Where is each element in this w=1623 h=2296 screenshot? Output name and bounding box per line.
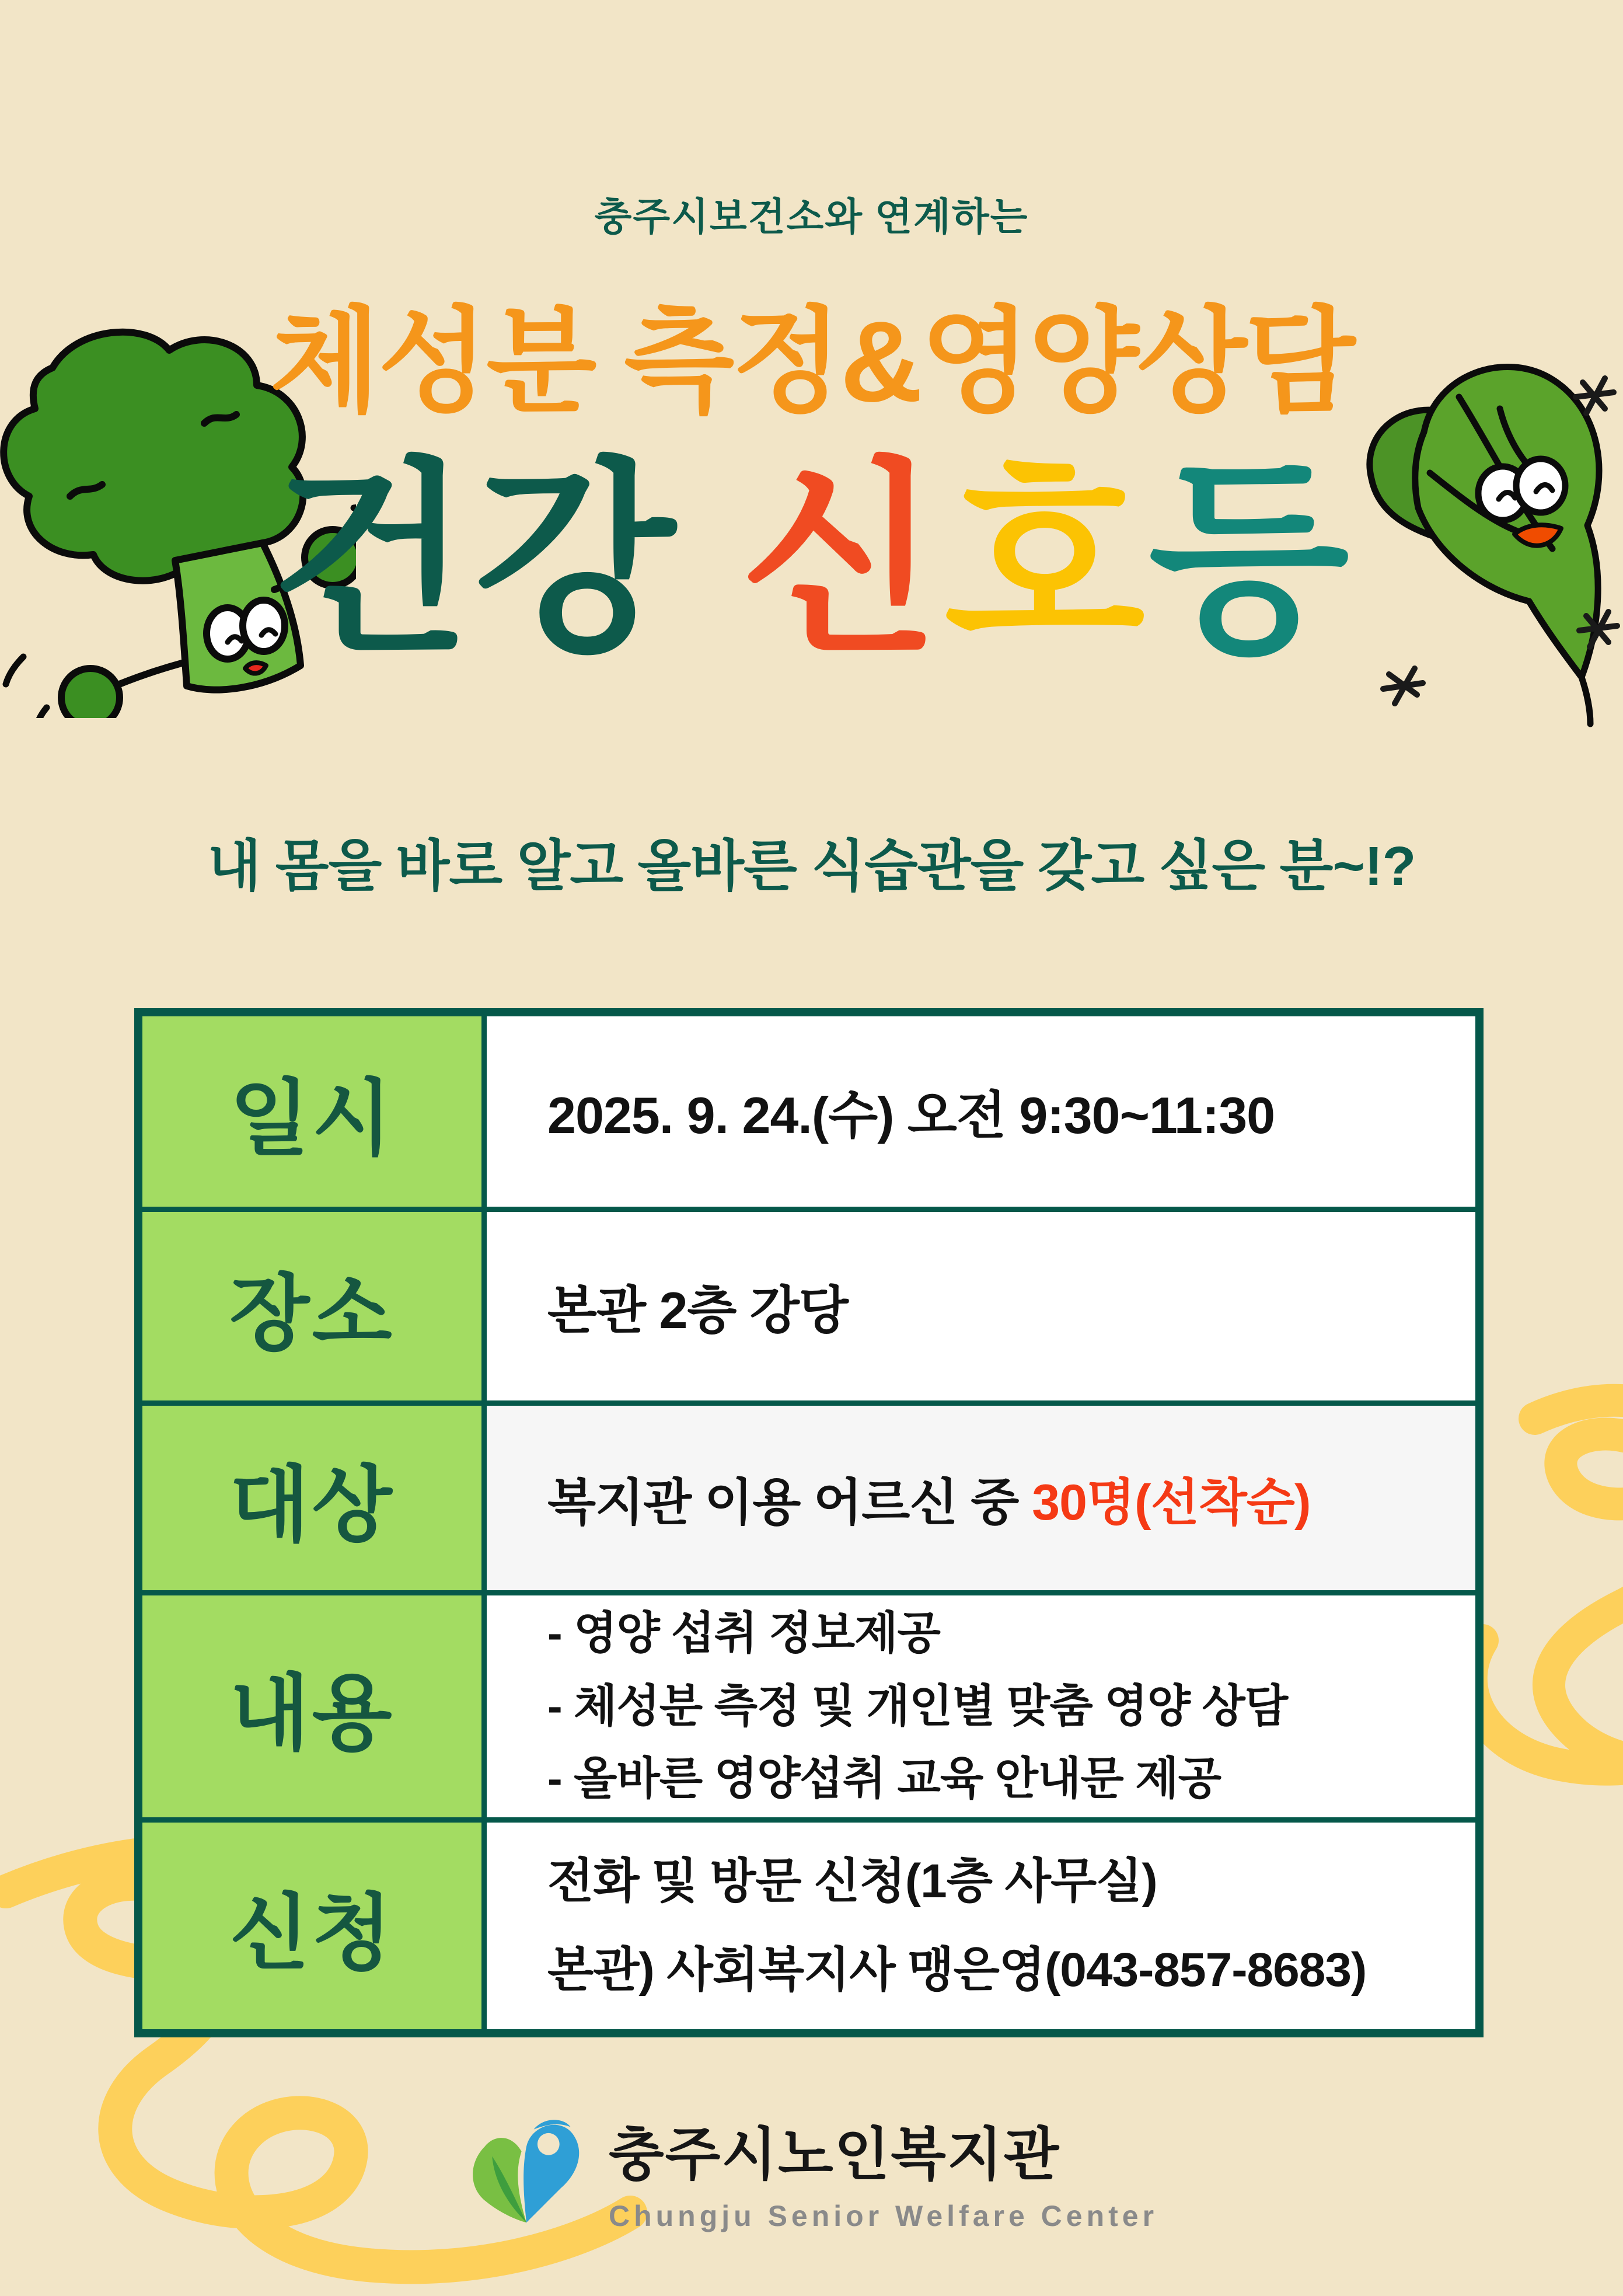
footer-logo: [0, 2109, 1623, 2233]
main-title-char-sin: 신: [740, 445, 944, 677]
row-value-datetime: [487, 1016, 1475, 1207]
target-value-prefix: 복지관 이용 어르신 중: [547, 1475, 1032, 1531]
row-value-apply: [487, 1823, 1475, 2029]
row-value-place: [487, 1212, 1475, 1400]
row-label-apply: 신청: [142, 1823, 487, 2029]
apply-line-2: 본관) 사회복지사 맹은영(043-857-8683): [547, 1943, 1367, 1997]
main-title-word-health: 건강: [270, 445, 679, 677]
row-label-contents: 내용: [142, 1595, 487, 1817]
main-title-char-deung: 등: [1148, 445, 1353, 677]
contents-line-1: - 영양 섭취 정보제공: [547, 1608, 940, 1659]
main-title-char-ho: 호: [944, 445, 1149, 677]
lead-text: 내 몸을 바로 알고 올바른 식습관을 갖고 싶은 분~!?: [207, 835, 1416, 897]
table-row-apply: [142, 1823, 1475, 2029]
contents-line-2: - 체성분 측정 및 개인별 맞춤 영양 상담: [547, 1681, 1288, 1731]
target-value: [547, 1462, 1458, 1534]
table-row-datetime: [142, 1016, 1475, 1212]
tagline: 충주시보건소와 연계하는: [594, 195, 1029, 238]
place-value: 본관 2층 강당: [547, 1281, 848, 1339]
org-name-korean: 충주시노인복지관: [608, 2122, 1060, 2186]
row-value-contents: [487, 1595, 1475, 1817]
row-label-target: 대상: [142, 1406, 487, 1590]
table-row-target: [142, 1406, 1475, 1595]
org-name-english: Chungju Senior Welfare Center: [608, 2200, 1158, 2232]
org-names: [609, 2109, 1158, 2233]
row-label-datetime: 일시: [142, 1016, 487, 1207]
apply-line-1: 전화 및 방문 신청(1층 사무실): [547, 1855, 1157, 1908]
program-title: 체성분 측정&영양상담: [270, 298, 1353, 426]
target-value-highlight: 30명(선착순): [1032, 1475, 1311, 1531]
info-table: [134, 1008, 1484, 2037]
row-label-place: 장소: [142, 1212, 487, 1400]
table-row-contents: [142, 1595, 1475, 1823]
welfare-center-logo-icon: [465, 2110, 588, 2232]
row-value-target: [487, 1406, 1475, 1590]
main-title: [0, 431, 1623, 691]
contents-line-3: - 올바른 영양섭취 교육 안내문 제공: [547, 1754, 1221, 1804]
datetime-value: 2025. 9. 24.(수) 오전 9:30~11:30: [547, 1086, 1275, 1144]
table-row-place: [142, 1212, 1475, 1406]
